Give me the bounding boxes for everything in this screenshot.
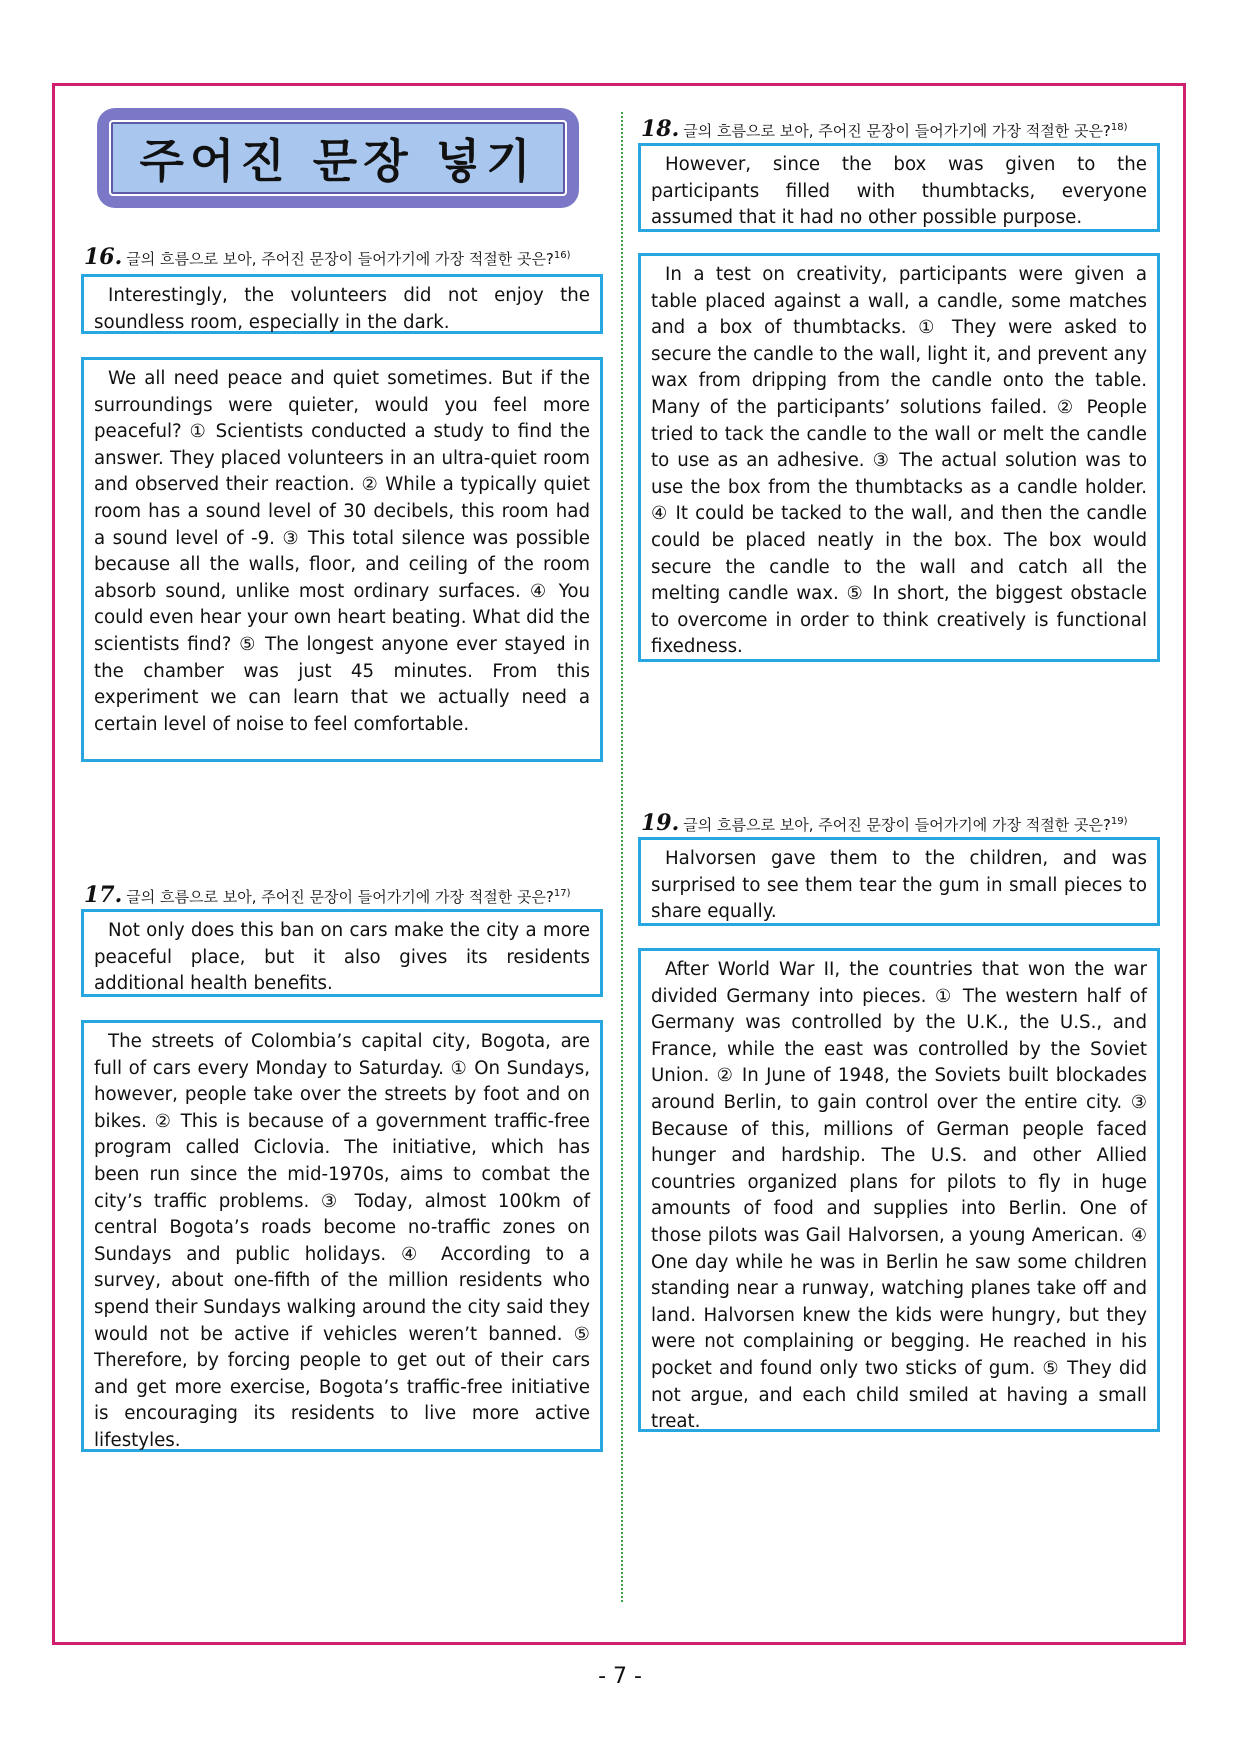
question-17-given-sentence: Not only does this ban on cars make the city a more peaceful place, but it also gives its residents additional health benefits.: [81, 909, 603, 997]
question-16-given-sentence: Interestingly, the volunteers did not enjoy the soundless room, especially in the dark.: [81, 274, 603, 334]
question-16-header: [84, 244, 571, 270]
section-title: 주어진 문장 넣기: [139, 134, 537, 188]
column-divider: [621, 112, 623, 1602]
question-18-passage: In a test on creativity, participants were given a table placed against a wall, a candle, some matches and a box of thumbtacks. ① They were asked to secure the candle to the wall, light it, and prevent any wax from dripping from the candle onto the table. Many of the participants’ solutions failed. ② People tried to tack the candle to the wall or melt the candle to use as an adhesive. ③ The actual solution was to use the box from the thumbtacks as a candle holder. ④ It could be tacked to the wall, and then the candle could be placed neatly in the box. The box would secure the candle to the wall and catch all the melting candle wax. ⑤ In short, the biggest obstacle to overcome in order to think creatively is functional fixedness.: [638, 253, 1160, 662]
section-title-badge: [97, 108, 579, 208]
question-16-number: 16.: [84, 244, 123, 270]
question-16-passage: We all need peace and quiet sometimes. But if the surroundings were quieter, would you feel more peaceful? ① Scientists conducted a study to find the answer. They placed volunteers in an ultra-quiet room and observed their reaction. ② While a typically quiet room has a sound level of 30 decibels, this room had a sound level of -9. ③ This total silence was possible because all the walls, floor, and ceiling of the room absorb sound, unlike most ordinary surfaces. ④ You could even hear your own heart beating. What did the scientists find? ⑤ The longest anyone ever stayed in the chamber was just 45 minutes. From this experiment we can learn that we actually need a certain level of noise to feel comfortable.: [81, 357, 603, 762]
section-title-inner: [109, 120, 567, 196]
question-19-passage: After World War II, the countries that won the war divided Germany into pieces. ① The western half of Germany was controlled by the U.K., the U.S., and France, while the east was controlled by the Soviet Union. ② In June of 1948, the Soviets built blockades around Berlin, to gain control over the entire city. ③ Because of this, millions of German people faced hunger and hardship. The U.S. and other Allied countries organized plans for pilots to fly in huge amounts of food and supplies into Berlin. One of those pilots was Gail Halvorsen, a young American. ④ One day while he was in Berlin he saw some children standing near a runway, watching planes take off and land. Halvorsen knew the kids were hungry, but they were not complaining or begging. He reached in his pocket and found only two sticks of gum. ⑤ They did not argue, and each child smiled at having a small treat.: [638, 948, 1160, 1432]
question-19-number: 19.: [641, 810, 680, 836]
question-17-footnote: 17): [553, 888, 571, 899]
question-18-prompt: 글의 흐름으로 보아, 주어진 문장이 들어가기에 가장 적절한 곳은?: [683, 122, 1111, 140]
question-19-prompt: 글의 흐름으로 보아, 주어진 문장이 들어가기에 가장 적절한 곳은?: [683, 816, 1111, 834]
question-18-header: [641, 116, 1128, 142]
question-19-header: [641, 810, 1128, 836]
question-19-given-sentence: Halvorsen gave them to the children, and was surprised to see them tear the gum in small pieces to share equally.: [638, 837, 1160, 926]
question-19-footnote: 19): [1110, 816, 1128, 827]
question-18-given-sentence: However, since the box was given to the participants filled with thumbtacks, everyone assumed that it had no other possible purpose.: [638, 143, 1160, 232]
question-16-prompt: 글의 흐름으로 보아, 주어진 문장이 들어가기에 가장 적절한 곳은?: [126, 250, 554, 268]
question-17-header: [84, 882, 571, 908]
question-17-passage: The streets of Colombia’s capital city, Bogota, are full of cars every Monday to Saturday. ① On Sundays, however, people take over the streets by foot and on bikes. ② This is because of a government traffic-free program called Ciclovia. The initiative, which has been run since the mid-1970s, aims to combat the city’s traffic problems. ③ Today, almost 100km of central Bogota’s roads become no-traffic zones on Sundays and public holidays. ④ According to a survey, about one-fifth of the million residents who spend their Sundays walking around the city said they would not be active if vehicles weren’t banned. ⑤ Therefore, by forcing people to get out of their cars and get more exercise, Bogota’s traffic-free initiative is encouraging its residents to live more active lifestyles.: [81, 1020, 603, 1452]
question-17-number: 17.: [84, 882, 123, 908]
question-17-prompt: 글의 흐름으로 보아, 주어진 문장이 들어가기에 가장 적절한 곳은?: [126, 888, 554, 906]
page-number: - 7 -: [598, 1664, 642, 1689]
question-16-footnote: 16): [553, 250, 571, 261]
question-18-footnote: 18): [1110, 122, 1128, 133]
question-18-number: 18.: [641, 116, 680, 142]
